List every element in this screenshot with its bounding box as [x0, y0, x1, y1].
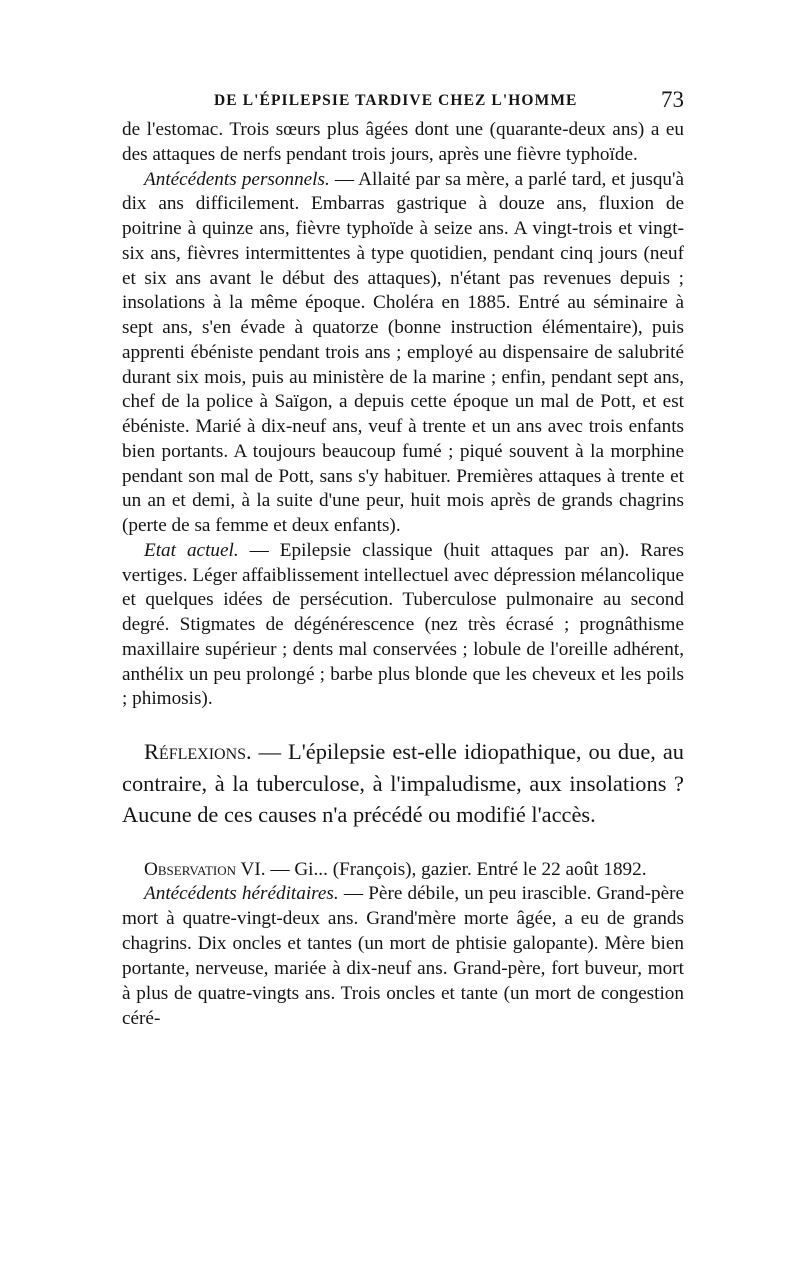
heading-hereditary-history: Antécédents héréditaires.: [144, 883, 339, 905]
reflections-text: — L'épilepsie est-elle idiopathique, ou due, au contraire, à la tuberculose, à l'impaludisme, aux insolations ? Aucune de ces causes n'a précédé ou modifié l'accès.: [122, 739, 684, 827]
running-title: DE L'ÉPILEPSIE TARDIVE CHEZ L'HOMME: [214, 92, 578, 109]
page-number: 73: [661, 87, 684, 112]
observation-text: — Gi... (François), gazier. Entré le 22 août 1892.: [265, 858, 647, 880]
paragraph-personal-history: [122, 168, 684, 539]
paragraph-family-history-end: de l'estomac. Trois sœurs plus âgées dont une (quarante-deux ans) a eu des attaques de nerfs pendant trois jours, après une fièvre typhoïde.: [122, 119, 684, 165]
case-history-block: [122, 118, 684, 712]
paragraph-hereditary-history: [122, 882, 684, 1031]
observation-block: [122, 858, 684, 1032]
running-head: [122, 88, 684, 118]
paragraph-current-state: [122, 539, 684, 712]
paragraph-reflections: [122, 736, 684, 831]
heading-current-state: Etat actuel.: [144, 539, 239, 561]
reflections-block: [122, 736, 684, 831]
book-page: [122, 88, 684, 1032]
heading-observation: Observation VI.: [144, 858, 266, 880]
paragraph-observation-title: [122, 858, 684, 883]
heading-reflections: Réflexions.: [144, 739, 252, 764]
personal-history-text: — Allaité par sa mère, a parlé tard, et jusqu'à dix ans difficilement. Embarras gastrique à douze ans, fluxion de poitrine à quinze ans, fièvre typhoïde à seize ans. A vingt-trois et vingt-six ans, fièvres intermittentes à type quotidien, pendant cinq jours (neuf et six ans avant le début des attaques), n'étant pas revenues depuis ; insolations à la même époque. Choléra en 1885. Entré au séminaire à sept ans, s'en évade à quatorze (bonne instruction élémentaire), puis apprenti ébéniste pendant trois ans ; employé au dispensaire de salubrité durant six mois, puis au ministère de la marine ; enfin, pendant sept ans, chef de la police à Saïgon, a depuis cette époque un mal de Pott, et est ébéniste. Marié à dix-neuf ans, veuf à trente et un ans avec trois enfants bien portants. A toujours beaucoup fumé ; piqué souvent à la morphine pendant son mal de Pott, sans s'y habituer. Premières attaques à trente et un an et demi, à la suite d'une peur, huit mois après de grands chagrins (perte de sa femme et deux enfants).: [122, 168, 685, 536]
heading-personal-history: Antécédents personnels.: [144, 168, 330, 190]
hereditary-history-text: — Père débile, un peu irascible. Grand-père mort à quatre-vingt-deux ans. Grand'mère morte âgée, a eu de grands chagrins. Dix oncles et tantes (un mort de phtisie galopante). Mère bien portante, nerveuse, mariée à dix-neuf ans. Grand-père, fort buveur, mort à plus de quatre-vingts ans. Trois oncles et tante (un mort de congestion céré-: [122, 883, 684, 1029]
current-state-text: — Epilepsie classique (huit attaques par an). Rares vertiges. Léger affaiblissement intellectuel avec dépression mélancolique et quelques idées de persécution. Tuberculose pulmonaire au second degré. Stigmates de dégénérescence (nez très écrasé ; prognâthisme maxillaire supérieur ; dents mal conservées ; lobule de l'oreille adhérent, anthélix un peu prolongé ; barbe plus blonde que les cheveux et les poils ; phimosis).: [122, 539, 684, 710]
